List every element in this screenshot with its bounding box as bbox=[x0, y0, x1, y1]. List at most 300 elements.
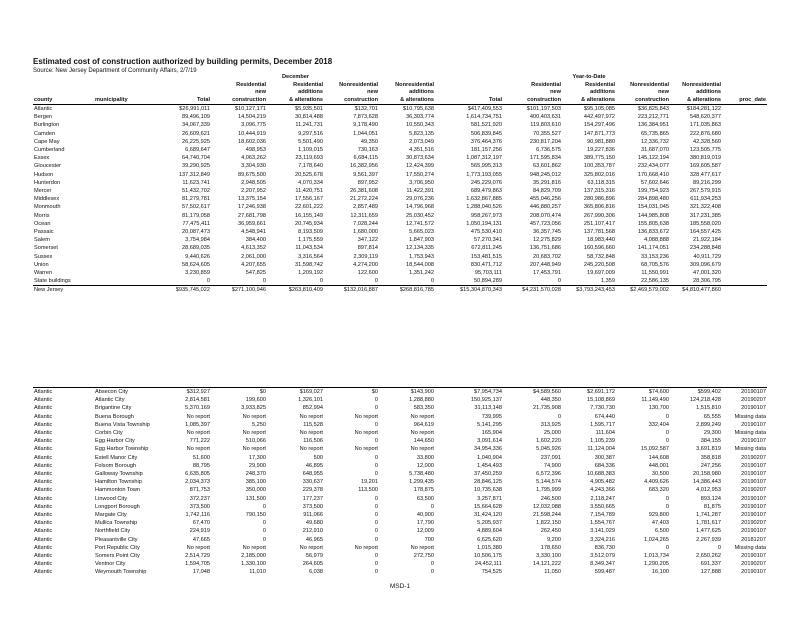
header-res-new-3: construction bbox=[211, 97, 267, 105]
county-row bbox=[33, 228, 767, 236]
table-cell: 18,983,440 bbox=[587, 237, 615, 244]
table-cell: 154,297,496 bbox=[583, 122, 615, 129]
table-cell: 65,555 bbox=[703, 413, 721, 420]
table-cell: 165,904 bbox=[481, 430, 502, 437]
table-cell: Margate City bbox=[95, 512, 127, 519]
table-cell: 24,452,111 bbox=[474, 561, 502, 568]
table-cell: 2,073,049 bbox=[409, 138, 434, 145]
table-cell: 20190207 bbox=[741, 397, 766, 404]
table-cell: Hamilton Township bbox=[95, 479, 142, 486]
header-municipality: municipality bbox=[94, 97, 159, 105]
table-cell: 365,806,816 bbox=[583, 204, 615, 211]
municipality-row bbox=[33, 478, 767, 486]
table-cell: 475,530,410 bbox=[470, 229, 502, 236]
table-cell: 12,741,572 bbox=[406, 220, 434, 227]
table-cell: Mullica Township bbox=[95, 520, 138, 527]
table-cell: 28,689,035 bbox=[182, 245, 210, 252]
table-cell: No report bbox=[354, 430, 378, 437]
table-cell bbox=[94, 269, 159, 277]
table-cell: 90,981,880 bbox=[587, 138, 615, 145]
table-cell: 1,741,287 bbox=[696, 512, 721, 519]
table-cell: $2,691,172 bbox=[562, 388, 616, 397]
table-cell: 154,031,045 bbox=[637, 204, 669, 211]
table-cell: 11,043,534 bbox=[295, 245, 323, 252]
municipality-row bbox=[33, 437, 767, 445]
table-cell: Hunterdon bbox=[34, 179, 61, 186]
table-cell: 790,150 bbox=[245, 512, 266, 519]
table-cell: 20,525,678 bbox=[295, 171, 323, 178]
table-cell: 57,270,341 bbox=[474, 237, 502, 244]
table-cell: 31,113,148 bbox=[474, 405, 502, 412]
table-cell: 0 bbox=[430, 569, 434, 576]
table-cell: 25,000 bbox=[543, 430, 561, 437]
table-cell: No report bbox=[242, 446, 266, 453]
table-cell: 74,900 bbox=[543, 462, 561, 469]
table-cell: 0 bbox=[665, 438, 669, 445]
municipality-row bbox=[33, 454, 767, 462]
table-cell: 20190107 bbox=[741, 479, 766, 486]
table-cell: 3,091,614 bbox=[477, 438, 502, 445]
table-cell: $184,281,122 bbox=[686, 106, 721, 112]
table-cell: 389,775,150 bbox=[583, 155, 615, 162]
header-ytd-res-new-2: new bbox=[550, 89, 561, 95]
table-cell: $10,795,638 bbox=[402, 106, 434, 112]
table-cell: 89,675,500 bbox=[238, 171, 266, 178]
table-cell: 95,703,111 bbox=[474, 270, 502, 277]
municipality-row bbox=[33, 486, 767, 494]
table-cell: 5,738,480 bbox=[409, 471, 434, 478]
table-cell: 0 bbox=[262, 278, 266, 285]
table-cell: 171,035,863 bbox=[689, 122, 721, 129]
table-cell: 4,070,334 bbox=[298, 179, 323, 186]
table-cell: 20,683,702 bbox=[533, 253, 561, 260]
table-cell: 284,898,480 bbox=[637, 196, 669, 203]
table-cell: $3,793,243,453 bbox=[562, 286, 616, 295]
table-cell: Salem bbox=[34, 237, 50, 244]
table-cell: 37,450,259 bbox=[474, 471, 502, 478]
table-cell: 2,857,489 bbox=[353, 204, 378, 211]
table-cell bbox=[94, 187, 159, 195]
table-cell: 63,500 bbox=[416, 495, 434, 502]
table-cell: Atlantic bbox=[34, 479, 53, 486]
table-cell: 89,216,299 bbox=[693, 179, 721, 186]
table-cell: 2,034,373 bbox=[185, 479, 210, 486]
table-cell: 0 bbox=[665, 495, 669, 502]
table-cell: 1,602,220 bbox=[536, 438, 561, 445]
table-cell: No report bbox=[186, 430, 210, 437]
table-cell: 12,275,829 bbox=[533, 237, 561, 244]
table-cell: $0 bbox=[324, 388, 379, 397]
county-row bbox=[33, 244, 767, 252]
table-cell: 170,668,410 bbox=[637, 171, 669, 178]
group-header-december: December bbox=[281, 74, 310, 80]
table-cell: 29,076,236 bbox=[406, 196, 434, 203]
table-cell: $7,954,734 bbox=[435, 388, 503, 397]
table-cell: 31,424,120 bbox=[474, 512, 502, 519]
table-cell: 21,922,184 bbox=[693, 237, 721, 244]
table-cell bbox=[94, 195, 159, 203]
table-cell: 0 bbox=[374, 520, 378, 527]
table-cell: 583,350 bbox=[413, 405, 434, 412]
table-cell: 446,880,257 bbox=[529, 204, 561, 211]
table-cell: 347,122 bbox=[357, 237, 378, 244]
table-cell: 7,873,628 bbox=[353, 114, 378, 121]
header-res-add-1: Residential bbox=[293, 81, 323, 88]
table-cell: 4,274,200 bbox=[353, 261, 378, 268]
table-cell: 385,100 bbox=[245, 479, 266, 486]
table-cell: 442,497,972 bbox=[583, 114, 615, 121]
table-cell: 17,550,274 bbox=[406, 171, 434, 178]
table-cell: 0 bbox=[262, 528, 266, 535]
table-cell: 150,925,137 bbox=[470, 397, 502, 404]
table-cell: Corbin City bbox=[95, 430, 123, 437]
table-cell: 20181207 bbox=[741, 536, 766, 543]
table-cell: Union bbox=[34, 261, 49, 268]
table-cell: 25,030,452 bbox=[406, 212, 434, 219]
table-cell: 77,475,411 bbox=[182, 220, 210, 227]
table-cell: No report bbox=[354, 544, 378, 551]
table-cell: 4,088,888 bbox=[644, 237, 669, 244]
table-cell: 964,619 bbox=[413, 421, 434, 428]
table-cell: 224,919 bbox=[189, 528, 210, 535]
table-cell: 448,350 bbox=[540, 397, 561, 404]
table-cell: 34,067,339 bbox=[182, 122, 210, 129]
table-cell: 0 bbox=[374, 405, 378, 412]
table-cell: Port Republic City bbox=[95, 544, 140, 551]
table-cell: 178,650 bbox=[540, 544, 561, 551]
table-cell: $15,304,870,343 bbox=[435, 286, 503, 295]
table-cell bbox=[722, 212, 767, 220]
county-row bbox=[33, 105, 767, 114]
table-cell: 40,911,729 bbox=[693, 253, 721, 260]
table-cell: 51,600 bbox=[192, 454, 210, 461]
table-cell: Northfield City bbox=[95, 528, 131, 535]
table-cell: $417,409,553 bbox=[467, 106, 502, 112]
table-cell: 17,300 bbox=[248, 454, 266, 461]
table-cell: 893,124 bbox=[700, 495, 721, 502]
table-cell: 100,353,787 bbox=[583, 163, 615, 170]
header-nonres-new-2: new bbox=[367, 89, 378, 95]
table-cell: 0 bbox=[430, 503, 434, 510]
header-nonres-add-3: & alterations bbox=[379, 97, 435, 105]
municipality-row bbox=[33, 470, 767, 478]
table-cell: Missing data bbox=[734, 413, 766, 420]
header-ytd-res-add-3: & alterations bbox=[562, 97, 616, 105]
table-cell: 20190107 bbox=[741, 569, 766, 576]
table-cell: Atlantic bbox=[34, 528, 53, 535]
header-ytd-nonres-new-1: Nonresidential bbox=[630, 81, 669, 88]
table-cell: 155,805,638 bbox=[637, 220, 669, 227]
table-cell: 251,107,417 bbox=[583, 220, 615, 227]
table-cell: 248,370 bbox=[245, 471, 266, 478]
table-cell: 3,230,859 bbox=[185, 270, 210, 277]
table-cell bbox=[94, 203, 159, 211]
table-cell bbox=[94, 138, 159, 146]
table-cell: 15,092,587 bbox=[641, 446, 669, 453]
table-cell: 1,554,767 bbox=[590, 520, 615, 527]
table-cell: 457,723,056 bbox=[529, 220, 561, 227]
table-cell: 455,046,256 bbox=[529, 196, 561, 203]
table-cell: 11,010 bbox=[249, 569, 266, 576]
table-cell bbox=[94, 130, 159, 138]
table-cell: 246,500 bbox=[540, 495, 561, 502]
table-cell: Atlantic bbox=[34, 520, 53, 527]
table-cell: 111,604 bbox=[595, 430, 615, 437]
table-cell: 700 bbox=[424, 536, 434, 543]
table-cell: 247,256 bbox=[700, 462, 721, 469]
table-cell: 199,754,923 bbox=[637, 188, 669, 195]
table-cell: $935,745,022 bbox=[159, 286, 211, 295]
table-cell: 50,894,289 bbox=[474, 278, 502, 285]
table-cell: 9,200 bbox=[547, 536, 561, 543]
table-cell: Atlantic bbox=[34, 487, 53, 494]
table-cell: 400,403,631 bbox=[529, 114, 561, 121]
table-cell bbox=[722, 130, 767, 138]
table-cell bbox=[722, 220, 767, 228]
table-cell: 1,330,100 bbox=[241, 561, 266, 568]
table-cell: 350,000 bbox=[245, 487, 266, 494]
table-cell: 611,934,253 bbox=[690, 196, 721, 203]
table-cell: 10,735,638 bbox=[474, 487, 502, 494]
table-cell: 6,684,115 bbox=[353, 155, 378, 162]
table-cell: Somerset bbox=[34, 245, 58, 252]
table-cell: 1,288,880 bbox=[409, 397, 434, 404]
table-cell: 1,044,051 bbox=[353, 130, 378, 137]
table-cell: 232,434,077 bbox=[637, 163, 669, 170]
table-cell: 185,558,020 bbox=[689, 220, 721, 227]
table-cell: 18,602,036 bbox=[238, 138, 266, 145]
table-cell: 684,336 bbox=[594, 462, 615, 469]
table-cell: Sussex bbox=[34, 253, 53, 260]
header-ytd-res-new-3: construction bbox=[503, 97, 562, 105]
table-cell: No report bbox=[410, 446, 434, 453]
table-cell: 448,001 bbox=[648, 462, 669, 469]
table-cell: 1,847,903 bbox=[409, 237, 434, 244]
table-cell: 49,680 bbox=[305, 520, 323, 527]
table-cell: 47,403 bbox=[651, 520, 669, 527]
table-cell: 1,822,150 bbox=[536, 520, 561, 527]
table-cell: 836,730 bbox=[594, 544, 615, 551]
table-cell: 223,212,771 bbox=[637, 114, 669, 121]
header-res-add-2: additions bbox=[298, 89, 323, 95]
table-cell: 30,500 bbox=[651, 471, 669, 478]
table-cell: $26,991,011 bbox=[179, 106, 210, 112]
table-cell: 4,548,941 bbox=[241, 229, 266, 236]
table-cell: 47,001,320 bbox=[693, 270, 721, 277]
table-cell: 81,875 bbox=[703, 503, 721, 510]
table-cell: 262,450 bbox=[540, 528, 561, 535]
table-cell bbox=[94, 212, 159, 220]
table-cell: 565,995,313 bbox=[470, 163, 502, 170]
table-cell bbox=[94, 113, 159, 121]
table-cell: 0 bbox=[374, 462, 378, 469]
table-cell: 309,096,679 bbox=[689, 261, 721, 268]
table-cell: 328,477,617 bbox=[689, 171, 721, 178]
table-cell: 1,359 bbox=[601, 278, 615, 285]
table-cell: $2,469,579,002 bbox=[616, 286, 670, 295]
table-cell: 6,625,620 bbox=[477, 536, 502, 543]
county-row bbox=[33, 121, 767, 129]
table-cell bbox=[722, 244, 767, 252]
table-cell: $5,935,501 bbox=[295, 106, 323, 112]
table-cell: $312,927 bbox=[159, 388, 211, 397]
header-total: Total bbox=[159, 97, 211, 105]
table-cell: 40,900 bbox=[416, 512, 434, 519]
table-cell: 0 bbox=[374, 536, 378, 543]
table-cell: 376,464,376 bbox=[470, 138, 502, 145]
table-cell: Egg Harbor City bbox=[95, 438, 135, 445]
table-cell: 3,512,079 bbox=[590, 553, 615, 560]
table-cell: $74,600 bbox=[616, 388, 670, 397]
table-cell: 11,550,991 bbox=[641, 270, 669, 277]
table-cell: 958,267,973 bbox=[470, 212, 502, 219]
table-cell: 1,742,116 bbox=[185, 512, 210, 519]
table-cell: 2,061,000 bbox=[241, 253, 266, 260]
table-cell: 116,506 bbox=[303, 438, 323, 445]
table-cell: 581,521,920 bbox=[470, 122, 502, 129]
table-cell: 3,304,930 bbox=[241, 163, 266, 170]
municipality-row bbox=[33, 388, 767, 397]
table-cell: 70,355,527 bbox=[533, 130, 561, 137]
table-cell: No report bbox=[242, 413, 266, 420]
table-cell: 0 bbox=[374, 278, 378, 285]
table-cell: 207,448,949 bbox=[529, 261, 561, 268]
table-cell: No report bbox=[410, 413, 434, 420]
municipality-row bbox=[33, 560, 767, 568]
table-cell: 1,209,192 bbox=[298, 270, 323, 277]
table-cell: 3,933,825 bbox=[241, 405, 266, 412]
header-ytd-res-new-1: Residential bbox=[531, 81, 561, 88]
table-cell: 237,091 bbox=[540, 454, 561, 461]
table-cell bbox=[94, 154, 159, 162]
table-cell bbox=[94, 146, 159, 154]
table-cell: 498,953 bbox=[245, 147, 266, 154]
table-cell: 267,990,306 bbox=[583, 212, 615, 219]
table-cell: 1,594,705 bbox=[185, 561, 210, 568]
table-cell: 1,050,194,131 bbox=[466, 220, 502, 227]
table-cell: No report bbox=[410, 430, 434, 437]
table-cell: 17,246,938 bbox=[238, 204, 266, 211]
table-cell: 222,876,680 bbox=[689, 130, 721, 137]
municipality-row bbox=[33, 429, 767, 437]
table-cell bbox=[722, 261, 767, 269]
table-cell: 1,773,193,055 bbox=[466, 171, 502, 178]
municipality-row bbox=[33, 445, 767, 453]
table-cell: Linwood City bbox=[95, 495, 128, 502]
table-cell: 136,384,951 bbox=[637, 122, 669, 129]
header-ytd-res-add-1: Residential bbox=[585, 81, 615, 88]
table-cell: 89,496,109 bbox=[182, 114, 210, 121]
table-cell: 1,680,000 bbox=[353, 229, 378, 236]
table-cell: 63,601,862 bbox=[533, 163, 561, 170]
table-cell: 0 bbox=[374, 495, 378, 502]
table-cell: 245,220,508 bbox=[583, 261, 615, 268]
table-cell: 0 bbox=[665, 503, 669, 510]
page-footer: MSD-1 bbox=[389, 583, 411, 590]
table-cell: 11,422,391 bbox=[406, 188, 434, 195]
table-cell: 137,312,849 bbox=[178, 171, 210, 178]
table-cell: 31,598,742 bbox=[295, 261, 323, 268]
table-cell: Atlantic bbox=[34, 569, 53, 576]
table-cell: Atlantic bbox=[34, 413, 53, 420]
table-cell: 300,387 bbox=[594, 454, 615, 461]
table-cell: Galloway Township bbox=[95, 471, 143, 478]
table-cell: 7,154,789 bbox=[590, 512, 615, 519]
table-cell: 384,400 bbox=[245, 237, 266, 244]
table-cell: 20190107 bbox=[741, 471, 766, 478]
municipality-row bbox=[33, 552, 767, 560]
table-cell bbox=[722, 105, 767, 114]
header-ytd-res-add-2: additions bbox=[590, 89, 615, 95]
table-cell: 11,050 bbox=[544, 569, 561, 576]
municipality-row bbox=[33, 503, 767, 511]
table-cell: 1,109,015 bbox=[298, 147, 323, 154]
table-cell: 115,528 bbox=[303, 421, 323, 428]
table-cell: 20190207 bbox=[741, 520, 766, 527]
table-cell: 16,155,149 bbox=[295, 212, 323, 219]
table-cell bbox=[94, 286, 159, 295]
table-cell: $101,197,503 bbox=[526, 106, 561, 112]
table-cell: 4,012,953 bbox=[696, 487, 721, 494]
county-row bbox=[33, 146, 767, 154]
header-nonres-add-2: additions bbox=[409, 89, 434, 95]
table-cell: 181,157,256 bbox=[470, 147, 502, 154]
table-cell bbox=[722, 138, 767, 146]
table-cell: 548,620,377 bbox=[689, 114, 721, 121]
table-cell: Atlantic bbox=[33, 388, 94, 397]
table-cell: 0 bbox=[374, 438, 378, 445]
table-cell: 230,817,204 bbox=[529, 138, 561, 145]
table-cell: 15,108,869 bbox=[587, 397, 615, 404]
table-cell: Morris bbox=[34, 212, 50, 219]
table-cell: 3,316,564 bbox=[298, 253, 323, 260]
table-cell: 169,605,587 bbox=[689, 163, 721, 170]
header-ytd-nonres-new-2: new bbox=[658, 89, 669, 95]
municipality-row bbox=[33, 568, 767, 576]
table-cell: 1,299,435 bbox=[409, 479, 434, 486]
table-cell: 57,602,646 bbox=[641, 179, 669, 186]
county-row bbox=[33, 212, 767, 220]
table-cell: $4,810,477,860 bbox=[670, 286, 722, 295]
table-cell: 136,751,686 bbox=[529, 245, 561, 252]
table-cell: 1,085,397 bbox=[185, 421, 210, 428]
table-cell: 20190107 bbox=[741, 462, 766, 469]
table-cell: 68,705,576 bbox=[641, 261, 669, 268]
municipality-row bbox=[33, 495, 767, 503]
table-cell: Gloucester bbox=[34, 163, 62, 170]
table-cell: $263,810,409 bbox=[267, 286, 324, 295]
table-cell: 500 bbox=[313, 454, 323, 461]
table-cell bbox=[722, 179, 767, 187]
table-cell bbox=[94, 162, 159, 170]
table-cell bbox=[94, 261, 159, 269]
table-cell: 3,257,871 bbox=[477, 495, 502, 502]
table-cell: 51,432,702 bbox=[182, 188, 210, 195]
table-cell: 20190207 bbox=[741, 561, 766, 568]
table-cell: 1,175,559 bbox=[298, 237, 323, 244]
county-row bbox=[33, 187, 767, 195]
county-row bbox=[33, 138, 767, 146]
county-row bbox=[33, 269, 767, 277]
table-cell: Mercer bbox=[34, 188, 52, 195]
table-cell: 0 bbox=[665, 430, 669, 437]
table-cell: Hammonton Town bbox=[95, 487, 140, 494]
table-cell: 21,598,244 bbox=[533, 512, 561, 519]
table-cell: 10,688,383 bbox=[587, 471, 615, 478]
table-cell: Atlantic bbox=[34, 503, 53, 510]
table-cell: 9,440,626 bbox=[185, 253, 210, 260]
table-cell: 11,623,741 bbox=[182, 179, 210, 186]
